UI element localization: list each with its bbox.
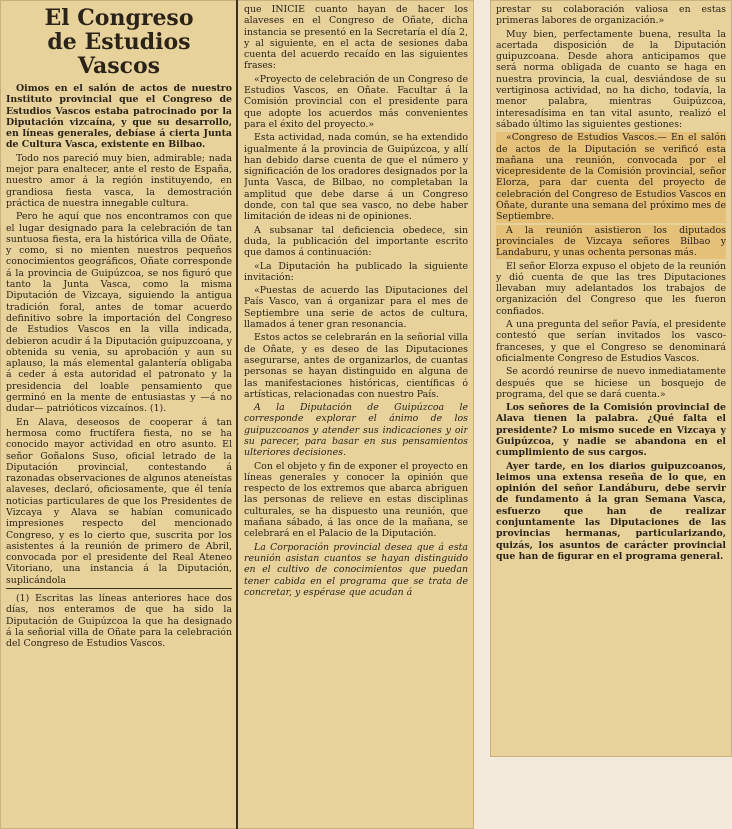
paragraph: Oimos en el salón de actos de nuestro Instituto provincial que el Congreso de Estudios Vascos estaba patrocinado por la Diputación vizcaína, y que su desarrollo, en líneas generales, debíase á cierta Junta de Cultura Vasca, existente en Bilbao. [6, 83, 232, 151]
paragraph: «Puestas de acuerdo las Diputaciones del País Vasco, van á organizar para el mes de Septiembre una serie de actos de cultura, llamados á tener gran resonancia. [244, 285, 468, 331]
paragraph: Todo nos pareció muy bien, admirable; nada mejor para enaltecer, ante el resto de España, nuestro amor á la región instituyendo, en grandiosa fiesta vasca, la demostración práctica de nuestra innegable cultura. [6, 152, 232, 209]
paragraph: Los señores de la Comisión provincial de Alava tienen la palabra. ¿Qué falta el presidente? Lo mismo sucede en Vizcaya y Guipúzcoa, y nadie se abandona en el cumplimiento de sus cargos. [496, 402, 726, 459]
column-3 [496, 4, 726, 564]
paragraph-highlighted: «Congreso de Estudios Vascos.— En el salón de actos de la Diputación se verificó esta mañana una reunión, convocada por el vicepresidente de la Comisión provincial, señor Elorza, para dar cuenta del proyecto de celebración del Congreso de Estudios Vascos en Oñate, durante una semana del próximo mes de Septiembre. [496, 132, 726, 223]
paragraph: A la Diputación de Guipúzcoa le corresponde explorar el ánimo de los guipuzcoanos y atender sus indicaciones y oir su parecer, para basar en sus pensamientos ulteriores decisiones. [244, 402, 468, 459]
paragraph: A una pregunta del señor Pavía, el presidente contestó que serían invitados los vasco-franceses, y que el Congreso se denominará oficialmente Congreso de Estudios Vascos. [496, 319, 726, 364]
paragraph: que INICIE cuanto hayan de hacer los alaveses en el Congreso de Oñate, dicha instancia se presentó en la Secretaría el día 2, y al siguiente, en el acta de sesiones daba cuenta del acuerdo recaído en las siguientes frases: [244, 4, 468, 72]
title-line-1: El Congreso [44, 5, 194, 31]
column-1 [6, 4, 232, 652]
paragraph: Pero he aquí que nos encontramos con que el lugar designado para la celebración de tan suntuosa fiesta, era la histórica villa de Oñate, y como, si no mienten nuestros pequeños conocimientos geográficos, Oñate corresponde á la provincia de Guipúzcoa, se nos figuró que tanto la Junta Vasca, como la misma Diputación de Vizcaya, siguiendo la antigua tradición foral, antes de tomar acuerdo definitivo sobre la importación del Congreso de Estudios Vascos en la villa indicada, debieron acudir á la Diputación guipuzcoana, y obtenida su venia, su aprobación y aun su aplauso, la más elemental galantería obligaba á ceder á esta autoridad el patronato y la presidencia del loable pensamiento que germinó en la mente de entusiastas y —á no dudar— patrióticos vizcaínos. (1). [6, 211, 232, 415]
footnote: (1) Escritas las líneas anteriores hace dos días, nos enteramos de que ha sido la Diputación de Guipúzcoa la que ha designado á la señorial villa de Oñate para la celebración del Congreso de Estudios Vascos. [6, 588, 232, 649]
paragraph: La Corporación provincial desea que á esta reunión asistan cuantos se hayan distinguido en el cultivo de conocimientos que puedan tener cabida en el programa que se trata de concretar, y espérase que acudan á [244, 541, 468, 598]
article-title [6, 6, 232, 78]
article-clipping-right [490, 0, 732, 757]
paragraph: Se acordó reunirse de nuevo inmediatamente después que se hiciese un bosquejo de programa, del que se dará cuenta.» [496, 366, 726, 400]
paragraph: Ayer tarde, en los diarios guipuzcoanos, leimos una extensa reseña de lo que, en opinión del señor Landáburu, debe servir de fundamento á la gran Semana Vasca, esfuerzo que han de realizar conjuntamente las Diputaciones de las provincias hermanas, particularizando, quizás, los asuntos de carácter provincial que han de figurar en el programa general. [496, 460, 726, 562]
paragraph: «La Diputación ha publicado la siguiente invitación: [244, 260, 468, 283]
title-line-2: de Estudios Vascos [47, 29, 191, 79]
paragraph: Muy bien, perfectamente buena, resulta la acertada disposición de la Diputación guipuzcoana. Desde ahora anticipamos que será norma obligada de cuanto se haga en nuestra provincia, la cual, desviándose de su vertiginosa actividad, no ha dicho, todavía, la menor palabra, mientras Guipúzcoa, interesadísima en tan vital asunto, realizó el sábado último las siguientes gestiones: [496, 28, 726, 130]
paragraph: «Proyecto de celebración de un Congreso de Estudios Vascos, en Oñate. Facultar á la Comisión provincial con el presidente para que adopte los acuerdos más convenientes para el éxito del proyecto.» [244, 73, 468, 130]
paragraph: En Alava, deseosos de cooperar á tan hermosa como fructífera fiesta, no se ha conocido mayor actividad en otro asunto. El señor Goñalons Suso, oficial letrado de la Diputación provincial, contestando á razonadas observaciones de algunos ateneístas alaveses, declaró, oficiosamente, que él tenía noticias particulares de que los Presidentes de Vizcaya y Alava se habían comunicado impresiones respecto del mencionado Congreso, y es lo cierto que, suscrita por los asistentes á la reunión de primero de Abril, convocada por el presidente del Real Ateneo Vitoriano, una instancia á la Diputación, suplicándola [6, 416, 232, 586]
paragraph: A subsanar tal deficiencia obedece, sin duda, la publicación del importante escrito que damos á continuación: [244, 224, 468, 259]
paragraph: Estos actos se celebrarán en la señorial villa de Oñate, y es deseo de las Diputaciones asegurarse, antes de organizarlos, de cuantas personas se hayan distinguido en alguna de las manifestaciones históricas, científicas ó artísticas, relacionadas con nuestro País. [244, 332, 468, 400]
paragraph: Esta actividad, nada común, se ha extendido igualmente á la provincia de Guipúzcoa, y allí han debido darse cuenta de que el número y significación de los oradores designados por la Junta Vasca, de Bilbao, no completaban la amplitud que debe darse á un Congreso donde, con tal que sea vasco, no debe haber limitación de ideas ni de opiniones. [244, 132, 468, 223]
paragraph-highlighted: A la reunión asistieron los diputados provinciales de Vizcaya señores Bilbao y Landaburu, y unas ochenta personas más. [496, 224, 726, 259]
paragraph: prestar su colaboración valiosa en estas primeras labores de organización.» [496, 4, 726, 27]
column-2 [244, 4, 468, 600]
paragraph: Con el objeto y fin de exponer el proyecto en líneas generales y conocer la opinión que respecto de los extremos que abarca abriguen las personas de relieve en estas disciplinas culturales, se ha dispuesto una reunión, que mañana sábado, á las once de la mañana, se celebrará en el Palacio de la Diputación. [244, 460, 468, 540]
paragraph: El señor Elorza expuso el objeto de la reunión y dió cuenta de que las tres Diputaciones llevaban muy adelantados los trabajos de organización del Congreso que les fueron confiados. [496, 260, 726, 317]
column-divider [236, 0, 238, 829]
